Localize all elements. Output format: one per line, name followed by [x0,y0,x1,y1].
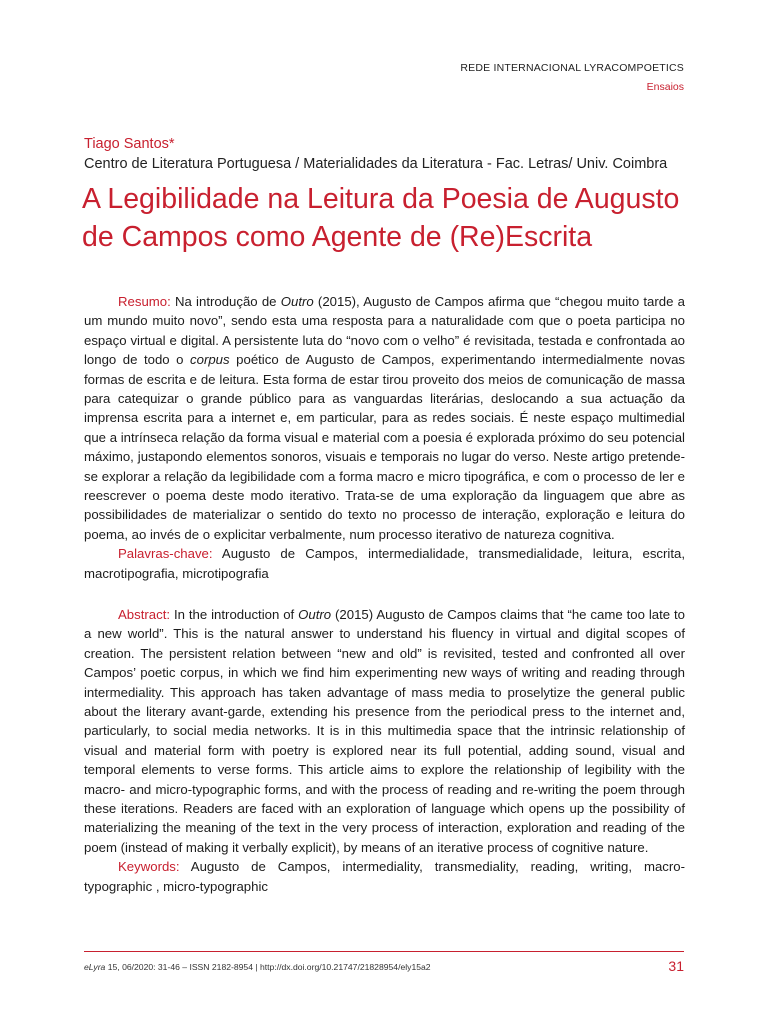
resumo-label: Resumo: [118,294,171,309]
resumo-text-2: (2015), Augusto de Campos afirma que “chegou muito tarde a um mundo muito novo”, sendo esta uma resposta para a naturalidade com que o poeta participa no espaço virtual e digital. A persistente luta do “novo com o velho” é revisitada, testada e confrontada ao longo de todo o [84,294,685,368]
section-name: Ensaios [646,81,684,93]
abstract-label: Abstract: [118,607,171,622]
journal-name: REDE INTERNACIONAL LYRACOMPOETICS [460,62,684,74]
resumo-italic-1: Outro [280,294,314,309]
page-number: 31 [668,958,684,974]
keywords-text: Augusto de Campos, intermediality, transmediality, reading, writing, macro-typographic , micro-typographic [84,859,685,894]
resumo-text-3: poético de Augusto de Campos, experimentando intermedialmente novas formas de escrita e de leitura. Esta forma de estar tirou proveito dos meios de comunicação de massa para catequizar o grande público para as vanguardas literárias, deslocando a sua actuação da imprensa escrita para a internet e, em particular, para as redes sociais. É neste espaço multimedial que a intrínseca relação da forma visual e material com a poesia é explorada próximo do seu potencial máximo, justapondo elementos sonoros, visuais e temporais no lugar do verso. Neste artigo pretende-se explorar a relação da legibilidade com a forma macro e micro tipográfica, e com o processo de ler e reescrever o poema deste modo iterativo. Trata-se de uma exploração da linguagem que abre as possibilidades de materializar o sentido do texto no processo de interação, exploração e leitura do poema, ao invés de o explicitar verbalmente, num processo iterativo de natureza cognitiva. [84,352,686,542]
resumo-paragraph [84,292,685,544]
palavras-chave-paragraph [84,544,685,583]
abstract-italic-1: Outro [298,607,332,622]
footer-citation [84,962,431,972]
footer-citation-text: 15, 06/2020: 31-46 – ISSN 2182-8954 | http://dx.doi.org/10.21747/21828954/ely15a2 [105,962,431,972]
palavras-chave-label: Palavras-chave: [118,546,213,562]
keywords-paragraph [84,857,685,896]
footer-divider [84,951,684,952]
resumo-text-1: Na introdução de [170,294,281,309]
author-affiliation: Centro de Literatura Portuguesa / Materialidades da Literatura - Fac. Letras/ Univ. Coimbra [84,156,668,172]
running-header [460,62,684,93]
footer-journal: eLyra [84,962,106,972]
abstract-text-2: (2015) Augusto de Campos claims that “he came too late to a new world”. This is the natural answer to understand his fluency in virtual and digital scopes of creation. The persistent relation between “new and old” is revisited, tested and confronted all over Campos’ poetic corpus, in which we find him experimenting new ways of writing and reading through intermediality. This approach has taken advantage of mass media to proselytize the general public about the literary avant-garde, extending his presence from the periodical press to the internet and, particularly, to social media networks. It is in this multimedia space that the intrinsic relationship of visual and material form with poetry is explored near its full potential, adding sound, visual and temporal elements to verse forms. This article aims to explore the relationship of legibility with the macro- and micro-typographic forms, and with the process of reading and re-writing the poem through these iterations. Readers are faced with an exploration of language which opens up the possibility of materializing the meaning of the text in the very process of interaction, exploration and reading of the poem (instead of making it verbally explicit), by means of an iterative process of cognitive nature. [84,607,686,855]
abstract-paragraph [84,605,685,857]
palavras-chave-text: Augusto de Campos, intermedialidade, transmedialidade, leitura, escrita, macrotipografia, microtipografia [84,546,685,581]
article-title: A Legibilidade na Leitura da Poesia de Augusto de Campos como Agente de (Re)Escrita [82,183,680,253]
abstract-section [84,605,685,896]
resumo-section [84,292,685,583]
keywords-label: Keywords: [118,859,180,875]
resumo-italic-2: corpus [190,352,230,368]
abstract-text-1: In the introduction of [170,607,299,622]
author-name: Tiago Santos* [84,136,175,152]
